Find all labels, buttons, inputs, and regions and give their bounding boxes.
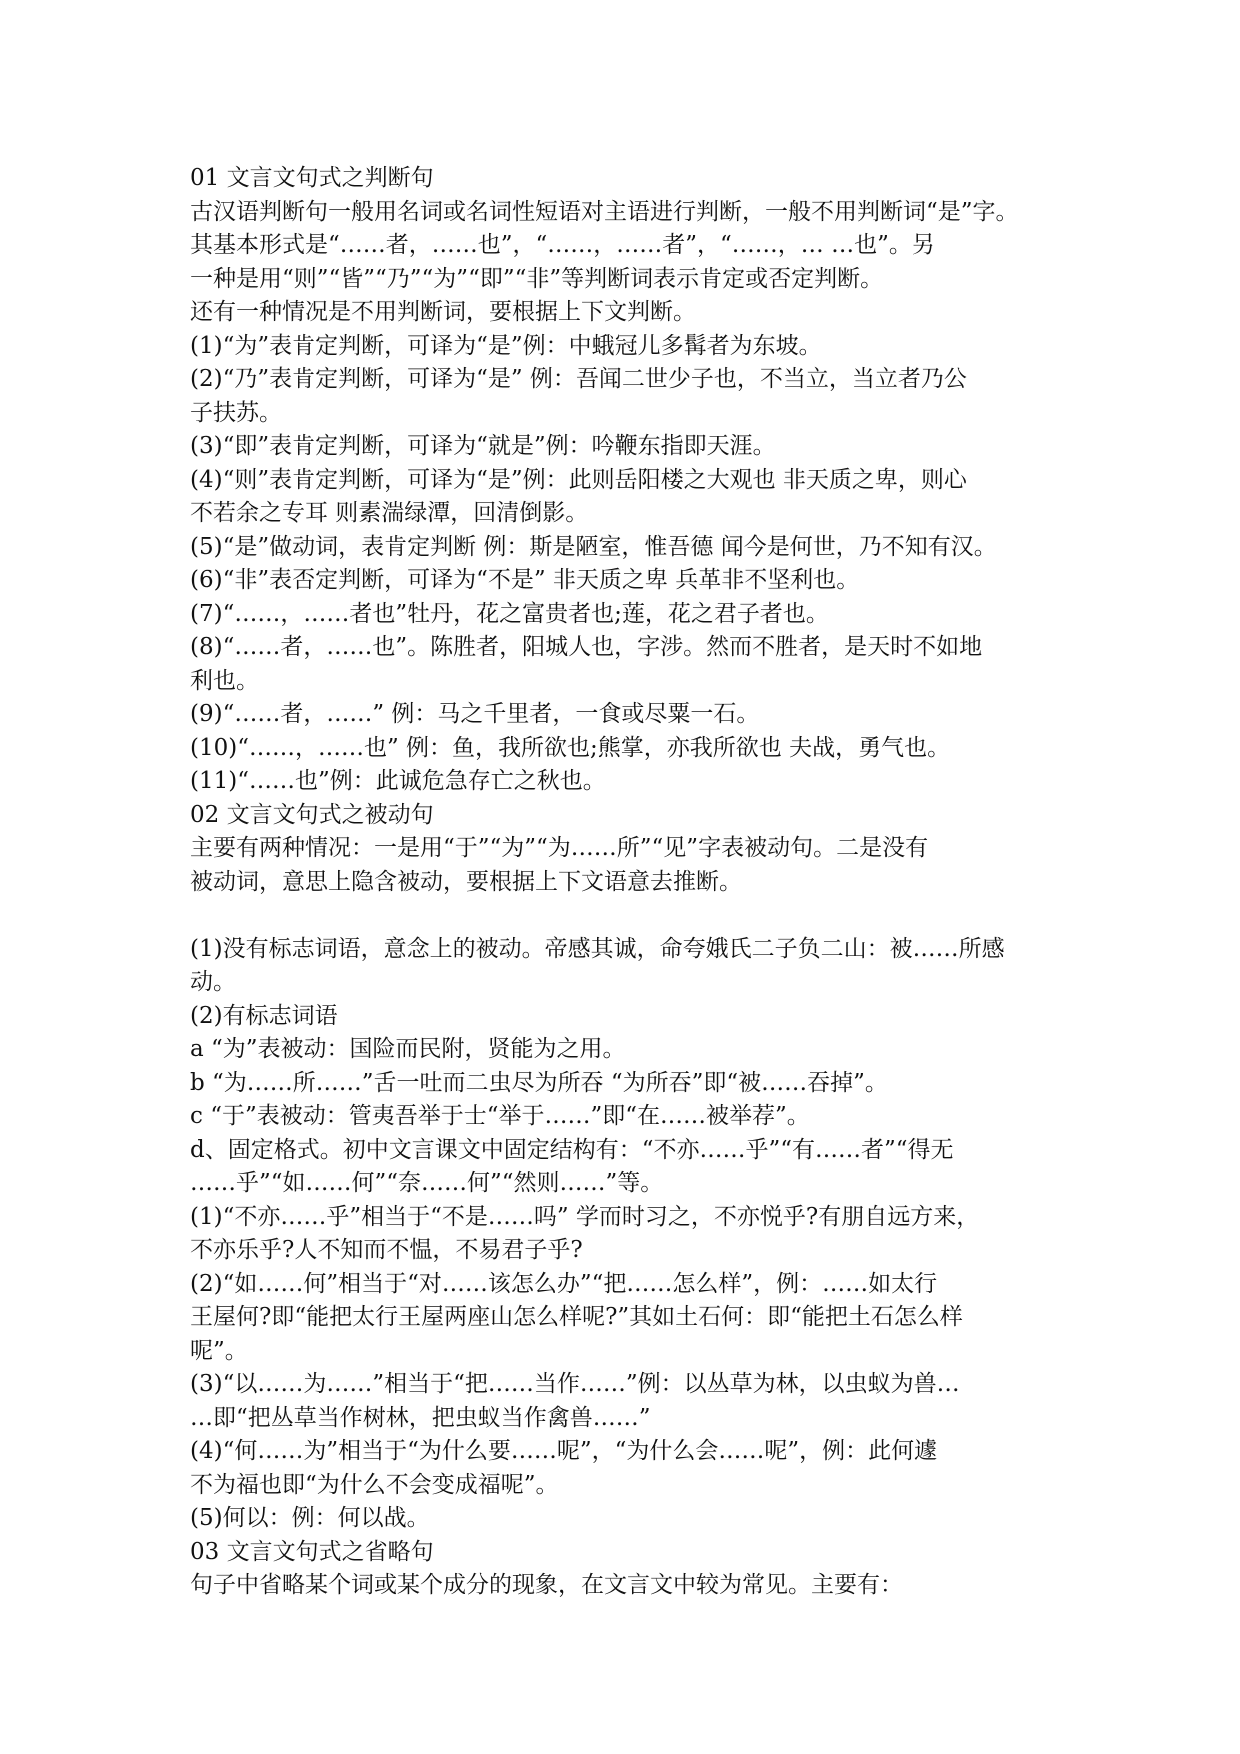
section2-intro-line: 主要有两种情况：一是用“于”“为”“为……所”“见”字表被动句。二是没有	[190, 835, 929, 861]
section2-item-line: 动。	[190, 969, 236, 995]
section-heading-passive: 02 文言文句式之被动句	[190, 801, 434, 828]
section2-item-line: 王屋何?即“能把太行王屋两座山怎么样呢?”其如土石何：即“能把土石怎么样	[190, 1304, 963, 1330]
section2-item-line: (3)“以……为……”相当于“把……当作……”例：以丛草为林，以虫蚁为兽…	[190, 1371, 960, 1397]
section2-item-line: a “为”表被动：国险而民附，贤能为之用。	[190, 1036, 626, 1062]
section2-item-line: (1)“不亦……乎”相当于“不是……吗” 学而时习之，不亦悦乎?有朋自远方来，	[190, 1203, 980, 1230]
blank-line	[190, 899, 1090, 933]
section2-item-line: (2)“如……何”相当于“对……该怎么办”“把……怎么样”，例：……如太行	[190, 1270, 938, 1297]
section3-intro-line: 句子中省略某个词或某个成分的现象，在文言文中较为常见。主要有：	[190, 1572, 903, 1598]
section1-intro-line: 一种是用“则”“皆”“乃”“为”“即”“非”等判断词表示肯定或否定判断。	[190, 265, 884, 292]
section1-item-line: (8)“……者，……也”。陈胜者，阳城人也，字涉。然而不胜者，是天时不如地	[190, 634, 983, 660]
section1-intro-line: 其基本形式是“……者，……也”，“……，……者”，“……，… …也”。另	[190, 232, 935, 258]
document-page	[190, 162, 1090, 1603]
section2-item-line: b “为……所……”舌一吐而二虫尽为所吞 “为所吞”即“被……吞掉”。	[190, 1069, 888, 1096]
section1-item-line: (5)“是”做动词，表肯定判断 例：斯是陋室，惟吾德 闻今是何世，乃不知有汉。	[190, 533, 997, 560]
section-heading-ellipsis: 03 文言文句式之省略句	[190, 1538, 434, 1565]
section2-item-line: (1)没有标志词语，意念上的被动。帝感其诚，命夸娥氏二子负二山：被……所感	[190, 935, 1005, 962]
section2-item-line: d、固定格式。初中文言课文中固定结构有：“不亦……乎”“有……者”“得无	[190, 1136, 954, 1163]
section1-item-line: (10)“……，……也” 例：鱼，我所欲也;熊掌，亦我所欲也 夫战，勇气也。	[190, 734, 951, 761]
section1-item-line: (4)“则”表肯定判断，可译为“是”例：此则岳阳楼之大观也 非天质之卑，则心	[190, 466, 967, 493]
section1-item-line: 子扶苏。	[190, 399, 282, 426]
section1-intro-line: 还有一种情况是不用判断词，要根据上下文判断。	[190, 299, 696, 325]
section2-intro-line: 被动词，意思上隐含被动，要根据上下文语意去推断。	[190, 868, 742, 895]
section1-item-line: 不若余之专耳 则素湍绿潭，回清倒影。	[190, 500, 589, 526]
section2-item-line: c “于”表被动：管夷吾举于士“举于……”即“在……被举荐”。	[190, 1103, 810, 1129]
section1-item-line: (3)“即”表肯定判断，可译为“就是”例：吟鞭东指即天涯。	[190, 433, 776, 459]
section2-item-line: (2)有标志词语	[190, 1002, 338, 1029]
section2-item-line: (4)“何……为”相当于“为什么要……呢”，“为什么会……呢”，例：此何遽	[190, 1438, 938, 1464]
section1-item-line: (11)“……也”例：此诚危急存亡之秋也。	[190, 768, 606, 794]
section2-item-line: (5)何以：例：何以战。	[190, 1505, 430, 1531]
section1-item-line: (6)“非”表否定判断，可译为“不是” 非天质之卑 兵革非不坚利也。	[190, 567, 860, 593]
section1-item-line: (9)“……者，……” 例：马之千里者，一食或尽粟一石。	[190, 701, 760, 727]
section2-item-line: 不亦乐乎?人不知而不愠，不易君子乎?	[190, 1237, 583, 1263]
section2-item-line: 呢”。	[190, 1337, 248, 1364]
section2-item-line: 不为福也即“为什么不会变成福呢”。	[190, 1471, 559, 1498]
section1-item-line: (2)“乃”表肯定判断，可译为“是” 例：吾闻二世少子也，不当立，当立者乃公	[190, 366, 967, 392]
section1-item-line: (1)“为”表肯定判断，可译为“是”例：中蛾冠儿多髯者为东坡。	[190, 332, 822, 359]
section-heading-judgment: 01 文言文句式之判断句	[190, 165, 434, 191]
section2-item-line: ……乎”“如……何”“奈……何”“然则……”等。	[190, 1170, 664, 1196]
section1-intro-line: 古汉语判断句一般用名词或名词性短语对主语进行判断，一般不用判断词“是”字。	[190, 198, 1019, 225]
section2-item-line: …即“把丛草当作树林，把虫蚁当作禽兽……”	[190, 1404, 651, 1431]
section1-item-line: 利也。	[190, 667, 259, 694]
section1-item-line: (7)“……，……者也”牡丹，花之富贵者也;莲，花之君子者也。	[190, 600, 829, 627]
